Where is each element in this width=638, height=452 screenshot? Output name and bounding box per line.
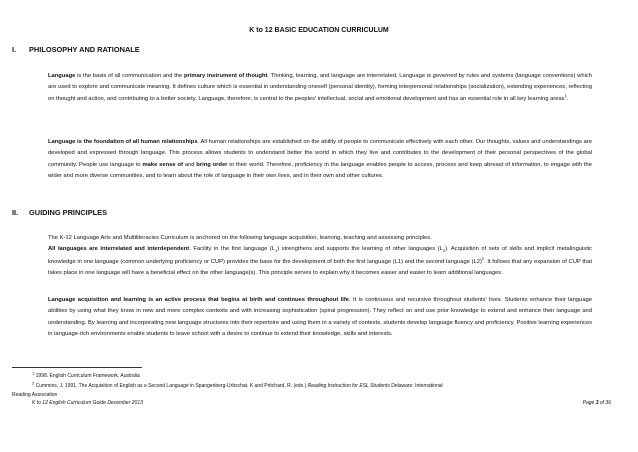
text-run: . It follows that any expansion of CUP that takes place in one language will have a beneficial effect on the other language(s). This principle serves to explain why it becomes easier and easier to learn additional languages. bbox=[48, 258, 592, 277]
page-prefix: Page bbox=[582, 400, 596, 406]
bold-term: Language is the foundation of all human relationships bbox=[48, 139, 198, 145]
footnote-text: Cummins, J. 1991. The Acquisition of English as a Second Language in Spangenberg-Urbschat. K and Pritchard, R. (eds.) bbox=[34, 383, 308, 389]
footnote-ref: 1 bbox=[564, 92, 567, 98]
page-total: of 36 bbox=[598, 400, 611, 406]
subscript: 1 bbox=[275, 248, 278, 254]
bold-term: Language bbox=[48, 73, 76, 79]
bold-term: primary instrument of thought bbox=[184, 73, 268, 79]
section-number: II. bbox=[12, 208, 19, 217]
footer-guide-title: K to 12 English Curriculum Guide December 2013 bbox=[32, 400, 143, 406]
footnote-number: 2 bbox=[32, 380, 35, 386]
text-run: . bbox=[566, 95, 569, 102]
text-run: ) strengthens and supports the learning of other languages (L bbox=[277, 246, 443, 253]
text-run: . Thinking, learning, and language are interrelated. Language is governed by rules and systems (language conventions) which are used to explore and communicate meaning. It defines culture which is essential in understanding oneself (personal identity), forming interpersonal relationships (socialization), extending experiences, reflecting on thought and action, and contributing to a better society. Language, therefore, is central to the peoples' intellectual, social and emotional development and has an essential role in all key learning areas bbox=[48, 73, 592, 102]
bold-term: make sense of bbox=[142, 161, 183, 168]
bold-term: Language acquisition and learning is an active process that begins at birth and continues throughout life bbox=[48, 297, 350, 303]
section-title: GUIDING PRINCIPLES bbox=[29, 208, 108, 217]
text-run: . It is continuous and recursive throughout students' lives. Students enhance their language abilities by using what they know in new and more complex contexts and with increasing sophistication (spiral progression). They reflect on and use prior knowledge to extend and enhance their language and understanding. By learning and incorporating new language structures into their repertoire and using them in a variety of contexts, students develop language fluency and proficiency. Positive learning experiences in language-rich environments enable students to leave school with a desire to continue to extend their knowledge, skills and interests. bbox=[48, 297, 593, 338]
bold-term: All languages are interrelated and interdependent bbox=[48, 246, 190, 253]
paragraph-active-process bbox=[48, 295, 592, 341]
footnote-ref: 2 bbox=[481, 256, 485, 262]
footnote-number: 1 bbox=[32, 370, 35, 376]
footnote-text: 1998. English Curriculum Framework. Australia bbox=[34, 373, 140, 379]
footnote-2 bbox=[32, 380, 612, 390]
text-run: is the basis of all communication and the bbox=[75, 73, 185, 79]
text-run: and bbox=[182, 161, 197, 168]
text-run: . Facility in the first language (L bbox=[189, 246, 276, 253]
section-heading-guiding-principles bbox=[12, 208, 107, 217]
section-title: PHILOSOPHY AND RATIONALE bbox=[29, 45, 140, 54]
paragraph-interrelated-languages bbox=[48, 233, 592, 280]
text-run: . All human relationships are established on the ability of people to communicate effectively with each other. Our thoughts, values and understandings are developed and expressed through language. This process allows students to understand better the world in which they live and contributes to the development of their personal perspectives of the global community. People use language to bbox=[48, 139, 592, 168]
paragraph-human-relationships bbox=[48, 137, 592, 183]
subscript: 2 bbox=[442, 248, 446, 254]
document-title: K to 12 BASIC EDUCATION CURRICULUM bbox=[249, 27, 389, 34]
footnote-2-continuation: Reading Association bbox=[12, 392, 58, 398]
text-run: The K-12 Language Arts and Multiliteracies Curriculum is anchored on the following language acquisition, learning, teaching and assessing principles. bbox=[48, 235, 432, 241]
footnote-italic-title: Reading Instruction for ESL Students bbox=[307, 383, 390, 389]
paragraph-language-basis bbox=[48, 71, 592, 105]
footnote-divider bbox=[12, 367, 142, 368]
footer-page-number bbox=[583, 400, 611, 406]
section-heading-philosophy bbox=[12, 45, 140, 54]
footnote-text: Delaware: International bbox=[389, 383, 443, 389]
section-number: I. bbox=[12, 45, 17, 54]
text-run: ). Acquisition of sets of skills and implicit metalinguistic knowledge in one language (common underlying proficiency or CUP) provides the base for the development of both the first language (L1) and the second language (L2) bbox=[48, 246, 593, 265]
footnote-1 bbox=[32, 370, 632, 380]
bold-term: bring order bbox=[196, 161, 228, 168]
page-current: 3 bbox=[595, 400, 599, 406]
text-run: to their world. Therefore, proficiency in the language enables people to access, process and keep abreast of information, to engage with the wider and more diverse communities, and to learn about the role of language in their own lives, and in their own and other cultures. bbox=[48, 161, 592, 180]
